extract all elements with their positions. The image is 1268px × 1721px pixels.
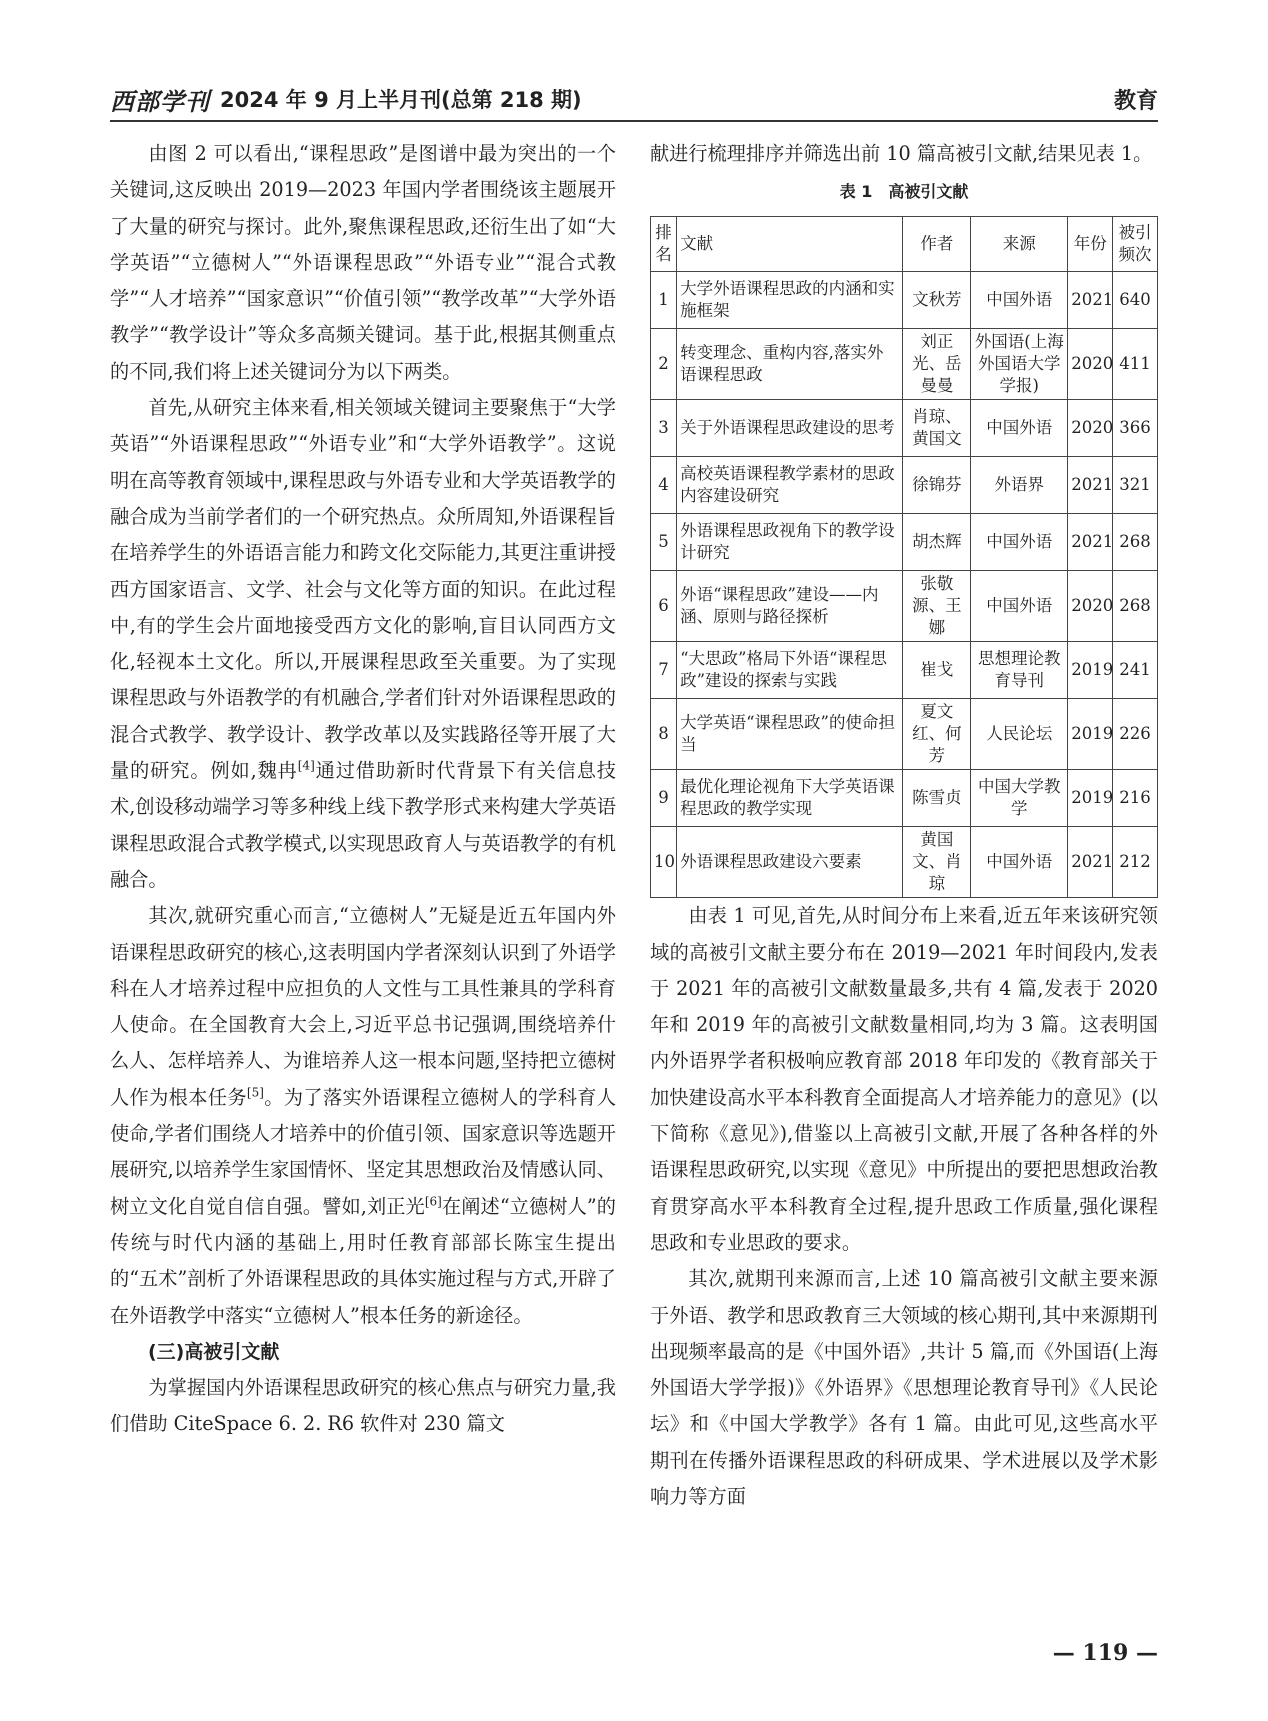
table-cell: 216 xyxy=(1113,770,1158,827)
table-cell: 徐锦芬 xyxy=(903,457,971,514)
table-cell: 中国大学教学 xyxy=(971,770,1068,827)
table-cell: 外语课程思政视角下的教学设计研究 xyxy=(677,514,903,571)
paragraph: 首先,从研究主体来看,相关领域关键词主要聚焦于“大学英语”“外语课程思政”“外语专业”和“大学外语教学”。这说明在高等教育领域中,课程思政与外语专业和大学英语教学的融合成为当前学者们的一个研究热点。众所周知,外语课程旨在培养学生的外语语言能力和跨文化交际能力,其更注重讲授西方国家语言、文学、社会与文化等方面的知识。在此过程中,有的学生会片面地接受西方文化的影响,盲目认同西方文化,轻视本土文化。所以,开展课程思政至关重要。为了实现课程思政与外语教学的有机融合,学者们针对外语课程思政的混合式教学、教学设计、教学改革以及实践路径等开展了大量的研究。例如,魏冉[4]通过借助新时代背景下有关信息技术,创设移动端学习等多种线上线下教学形式来构建大学英语课程思政混合式教学模式,以实现思政育人与英语教学的有机融合。 xyxy=(110,396,616,891)
journal-logo: 西部学刊 xyxy=(110,87,210,116)
table-cell: 366 xyxy=(1113,400,1158,457)
table-row xyxy=(651,272,1158,329)
table-cell: 2021 xyxy=(1068,514,1113,571)
table-cell: 文秋芳 xyxy=(903,272,971,329)
table-cell: 268 xyxy=(1113,514,1158,571)
table-cell: 226 xyxy=(1113,699,1158,770)
citation-ref: [4] xyxy=(297,758,315,773)
table-cell: 4 xyxy=(651,457,677,514)
header-cell: 被引频次 xyxy=(1113,217,1158,272)
issue-info: 2024 年 9 月上半月刊(总第 218 期) xyxy=(220,88,582,112)
table-cell: 2019 xyxy=(1068,699,1113,770)
table-cell: 黄国文、肖琼 xyxy=(903,827,971,898)
table-cell: 夏文红、何芳 xyxy=(903,699,971,770)
table-cell: 212 xyxy=(1113,827,1158,898)
table-cell: 人民论坛 xyxy=(971,699,1068,770)
section-heading: (三)高被引文献 xyxy=(148,1340,280,1363)
table-cell: 崔戈 xyxy=(903,642,971,699)
table-cell: 张敬源、王娜 xyxy=(903,571,971,642)
table-cell: 268 xyxy=(1113,571,1158,642)
table-cell: 大学英语“课程思政”的使命担当 xyxy=(677,699,903,770)
table-cell: 中国外语 xyxy=(971,272,1068,329)
table-row xyxy=(651,329,1158,400)
table-cell: 中国外语 xyxy=(971,571,1068,642)
table-cell: 外语“课程思政”建设——内涵、原则与路径探析 xyxy=(677,571,903,642)
table-row xyxy=(651,699,1158,770)
table-cell: 5 xyxy=(651,514,677,571)
table-cell: 2021 xyxy=(1068,827,1113,898)
table-cell: 2020 xyxy=(1068,329,1113,400)
table-cell: 外语课程思政建设六要素 xyxy=(677,827,903,898)
table-row xyxy=(651,642,1158,699)
table-cell: 大学外语课程思政的内涵和实施框架 xyxy=(677,272,903,329)
citation-ref: [6] xyxy=(424,1194,442,1209)
table-row xyxy=(651,770,1158,827)
left-column xyxy=(110,136,616,1443)
table-cell: 321 xyxy=(1113,457,1158,514)
table-cell: 陈雪贞 xyxy=(903,770,971,827)
table-cell: 中国外语 xyxy=(971,827,1068,898)
table-cell: 1 xyxy=(651,272,677,329)
table-cell: 9 xyxy=(651,770,677,827)
table-cell: 肖琼、黄国文 xyxy=(903,400,971,457)
page-header xyxy=(110,80,1158,120)
table-cell: “大思政”格局下外语“课程思政”建设的探索与实践 xyxy=(677,642,903,699)
table-caption: 表 1 高被引文献 xyxy=(839,182,969,202)
table-row xyxy=(651,571,1158,642)
table-cell: 10 xyxy=(651,827,677,898)
table-cell: 中国外语 xyxy=(971,514,1068,571)
table-cell: 6 xyxy=(651,571,677,642)
table-row xyxy=(651,457,1158,514)
table-cell: 2019 xyxy=(1068,642,1113,699)
header-cell: 文献 xyxy=(677,217,903,272)
paragraph: 其次,就期刊来源而言,上述 10 篇高被引文献主要来源于外语、教学和思政教育三大领域的核心期刊,其中来源期刊出现频率最高的是《中国外语》,共计 5 篇,而《外国语(上海外国语大学学报)》《外语界》《思想理论教育导刊》《人民论坛》和《中国大学教学》各有 1 篇。由此可见,这些高水平期刊在传播外语课程思政的科研成果、学术进展以及学术影响力等方面 xyxy=(650,1267,1158,1509)
table-cell: 640 xyxy=(1113,272,1158,329)
paragraph: 为掌握国内外语课程思政研究的核心焦点与研究力量,我们借助 CiteSpace 6. 2. R6 软件对 230 篇文 xyxy=(110,1376,616,1436)
table-cell: 转变理念、重构内容,落实外语课程思政 xyxy=(677,329,903,400)
header-rule xyxy=(110,120,1158,122)
table-cell: 2020 xyxy=(1068,400,1113,457)
citation-ref: [5] xyxy=(246,1085,264,1100)
table-row xyxy=(651,827,1158,898)
header-cell: 作者 xyxy=(903,217,971,272)
table-header-row xyxy=(651,217,1158,272)
paragraph: 献进行梳理排序并筛选出前 10 篇高被引文献,结果见表 1。 xyxy=(650,142,1153,165)
header-cell: 排名 xyxy=(651,217,677,272)
header-cell: 来源 xyxy=(971,217,1068,272)
citation-table xyxy=(650,216,1158,898)
right-column xyxy=(650,136,1158,1515)
table-cell: 2020 xyxy=(1068,571,1113,642)
section-name: 教育 xyxy=(1113,89,1158,114)
paragraph: 由图 2 可以看出,“课程思政”是图谱中最为突出的一个关键词,这反映出 2019—2023 年国内学者围绕该主题展开了大量的研究与探讨。此外,聚焦课程思政,还衍生出了如“大学英语”“立德树人”“外语课程思政”“外语专业”“混合式教学”“人才培养”“国家意识”“价值引领”“教学改革”“大学外语教学”“教学设计”等众多高频关键词。基于此,根据其侧重点的不同,我们将上述关键词分为以下两类。 xyxy=(110,142,616,383)
table-cell: 高校英语课程教学素材的思政内容建设研究 xyxy=(677,457,903,514)
page-number: — 119 — xyxy=(1052,1640,1158,1666)
paragraph: 其次,就研究重心而言,“立德树人”无疑是近五年国内外语课程思政研究的核心,这表明国内学者深刻认识到了外语学科在人才培养过程中应担负的人文性与工具性兼具的学科育人使命。在全国教育大会上,习近平总书记强调,围绕培养什么人、怎样培养人、为谁培养人这一根本问题,坚持把立德树人作为根本任务[5]。为了落实外语课程立德树人的学科育人使命,学者们围绕人才培养中的价值引领、国家意识等选题开展研究,以培养学生家国情怀、坚定其思想政治及情感认同、树立文化自觉自信自强。譬如,刘正光[6]在阐述“立德树人”的传统与时代内涵的基础上,用时任教育部部长陈宝生提出的“五术”剖析了外语课程思政的具体实施过程与方式,开辟了在外语教学中落实“立德树人”根本任务的新途径。 xyxy=(110,904,617,1327)
table-cell: 外国语(上海外国语大学学报) xyxy=(971,329,1068,400)
table-cell: 7 xyxy=(651,642,677,699)
table-cell: 3 xyxy=(651,400,677,457)
table-cell: 2021 xyxy=(1068,457,1113,514)
table-cell: 8 xyxy=(651,699,677,770)
table-row xyxy=(651,400,1158,457)
table-cell: 2021 xyxy=(1068,272,1113,329)
table-cell: 2019 xyxy=(1068,770,1113,827)
table-cell: 2 xyxy=(651,329,677,400)
table-cell: 外语界 xyxy=(971,457,1068,514)
table-cell: 关于外语课程思政建设的思考 xyxy=(677,400,903,457)
table-cell: 中国外语 xyxy=(971,400,1068,457)
table-row xyxy=(651,514,1158,571)
table-cell: 411 xyxy=(1113,329,1158,400)
table-body xyxy=(651,272,1158,898)
table-cell: 思想理论教育导刊 xyxy=(971,642,1068,699)
table-cell: 胡杰辉 xyxy=(903,514,971,571)
table-cell: 刘正光、岳曼曼 xyxy=(903,329,971,400)
table-cell: 241 xyxy=(1113,642,1158,699)
table-cell: 最优化理论视角下大学英语课程思政的教学实现 xyxy=(677,770,903,827)
paragraph: 由表 1 可见,首先,从时间分布上来看,近五年来该研究领域的高被引文献主要分布在 2019—2021 年时间段内,发表于 2021 年的高被引文献数量最多,共有 4 篇,发表于 2020 年和 2019 年的高被引文献数量相同,均为 3 篇。这表明国内外语界学者积极响应教育部 2018 年印发的《教育部关于加快建设高水平本科教育全面提高人才培养能力的意见》(以下简称《意见》),借鉴以上高被引文献,开展了各种各样的外语课程思政研究,以实现《意见》中所提出的要把思想政治教育贯穿高水平本科教育全过程,提升思政工作质量,强化课程思政和专业思政的要求。 xyxy=(650,904,1158,1254)
header-cell: 年份 xyxy=(1068,217,1113,272)
